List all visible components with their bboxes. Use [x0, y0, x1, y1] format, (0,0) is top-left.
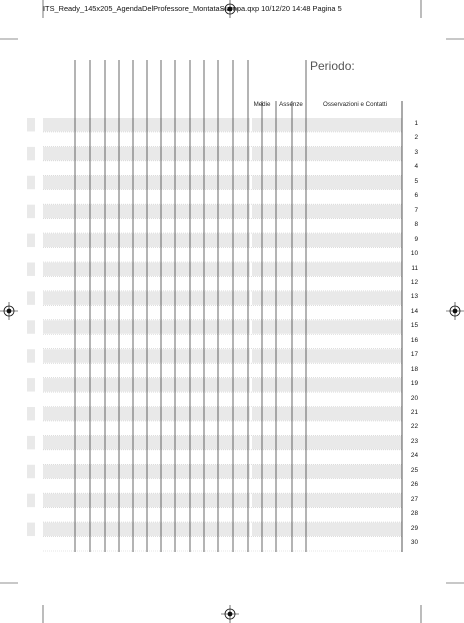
row-tab	[27, 465, 35, 478]
row-stripe	[43, 263, 250, 276]
row-number: 10	[410, 250, 418, 258]
row-stripe	[43, 436, 250, 449]
row-stripe	[252, 378, 402, 391]
row-stripe	[43, 349, 250, 362]
registration-mark-icon	[446, 302, 464, 320]
absences-header: Assenze	[279, 101, 303, 108]
row-stripe	[252, 436, 402, 449]
row-number: 20	[410, 394, 418, 402]
row-tab	[27, 205, 35, 218]
row-number: 29	[410, 524, 418, 532]
row-number: 30	[410, 539, 418, 547]
row-number: 1	[414, 120, 418, 127]
row-tab	[27, 349, 35, 362]
row-stripe	[43, 291, 250, 304]
row-stripe	[43, 378, 250, 391]
period-label: Periodo:	[310, 59, 355, 73]
row-stripe	[252, 147, 402, 160]
row-number: 18	[410, 365, 418, 373]
row-tab	[27, 436, 35, 449]
row-number: 21	[410, 409, 418, 416]
row-number: 19	[410, 380, 418, 388]
row-stripe	[43, 176, 250, 189]
row-stripe	[252, 234, 402, 247]
row-stripe	[252, 523, 402, 536]
row-stripe	[252, 465, 402, 478]
row-stripe	[43, 465, 250, 478]
row-number: 14	[410, 307, 418, 315]
row-stripe	[43, 147, 250, 160]
row-number: 5	[414, 177, 418, 185]
row-tab	[27, 291, 35, 304]
row-stripe	[43, 523, 250, 536]
row-number: 13	[410, 293, 418, 301]
row-number: 9	[414, 235, 418, 243]
row-number: 2	[414, 134, 418, 142]
row-number: 11	[411, 264, 418, 272]
notes-header: Osservazioni e Contatti	[323, 101, 387, 108]
row-tab	[27, 147, 35, 160]
row-stripe	[43, 118, 250, 131]
row-tab	[27, 494, 35, 507]
row-stripe	[252, 407, 402, 420]
row-number: 8	[414, 221, 418, 229]
row-number: 4	[414, 163, 418, 171]
row-stripe	[43, 320, 250, 333]
print-slug-line: ITS_Ready_145x205_AgendaDelProfessore_MontataStampa.qxp 10/12/20 14:48 Pagina 5	[43, 4, 342, 13]
row-number: 23	[410, 437, 418, 445]
row-number: 27	[410, 495, 418, 503]
row-tab	[27, 320, 35, 333]
row-tab	[27, 234, 35, 247]
row-tab	[27, 176, 35, 189]
row-tab	[27, 407, 35, 420]
row-stripe	[43, 494, 250, 507]
row-stripe	[43, 407, 250, 420]
row-number: 6	[414, 192, 418, 200]
row-stripe	[252, 494, 402, 507]
row-number: 28	[410, 510, 418, 518]
row-stripe	[43, 234, 250, 247]
row-number: 22	[410, 423, 418, 431]
averages-header: Medie	[253, 101, 271, 108]
row-tab	[27, 523, 35, 536]
row-tab	[27, 118, 35, 131]
row-stripe	[43, 205, 250, 218]
row-stripe	[252, 263, 402, 276]
row-number: 16	[410, 336, 418, 344]
row-stripe	[252, 176, 402, 189]
row-number: 17	[410, 351, 418, 359]
registration-mark-icon	[221, 605, 239, 623]
row-number: 25	[410, 466, 418, 474]
row-tab	[27, 378, 35, 391]
row-stripe	[252, 320, 402, 333]
row-number: 7	[414, 206, 418, 214]
row-stripe	[252, 205, 402, 218]
row-number: 26	[410, 481, 418, 489]
row-number: 24	[410, 452, 418, 460]
row-number: 15	[410, 322, 418, 330]
registration-mark-icon	[0, 302, 18, 320]
row-stripe	[252, 349, 402, 362]
row-stripe	[252, 118, 402, 131]
row-tab	[27, 263, 35, 276]
row-number: 3	[414, 148, 418, 156]
row-stripe	[252, 291, 402, 304]
row-number: 12	[410, 278, 418, 286]
